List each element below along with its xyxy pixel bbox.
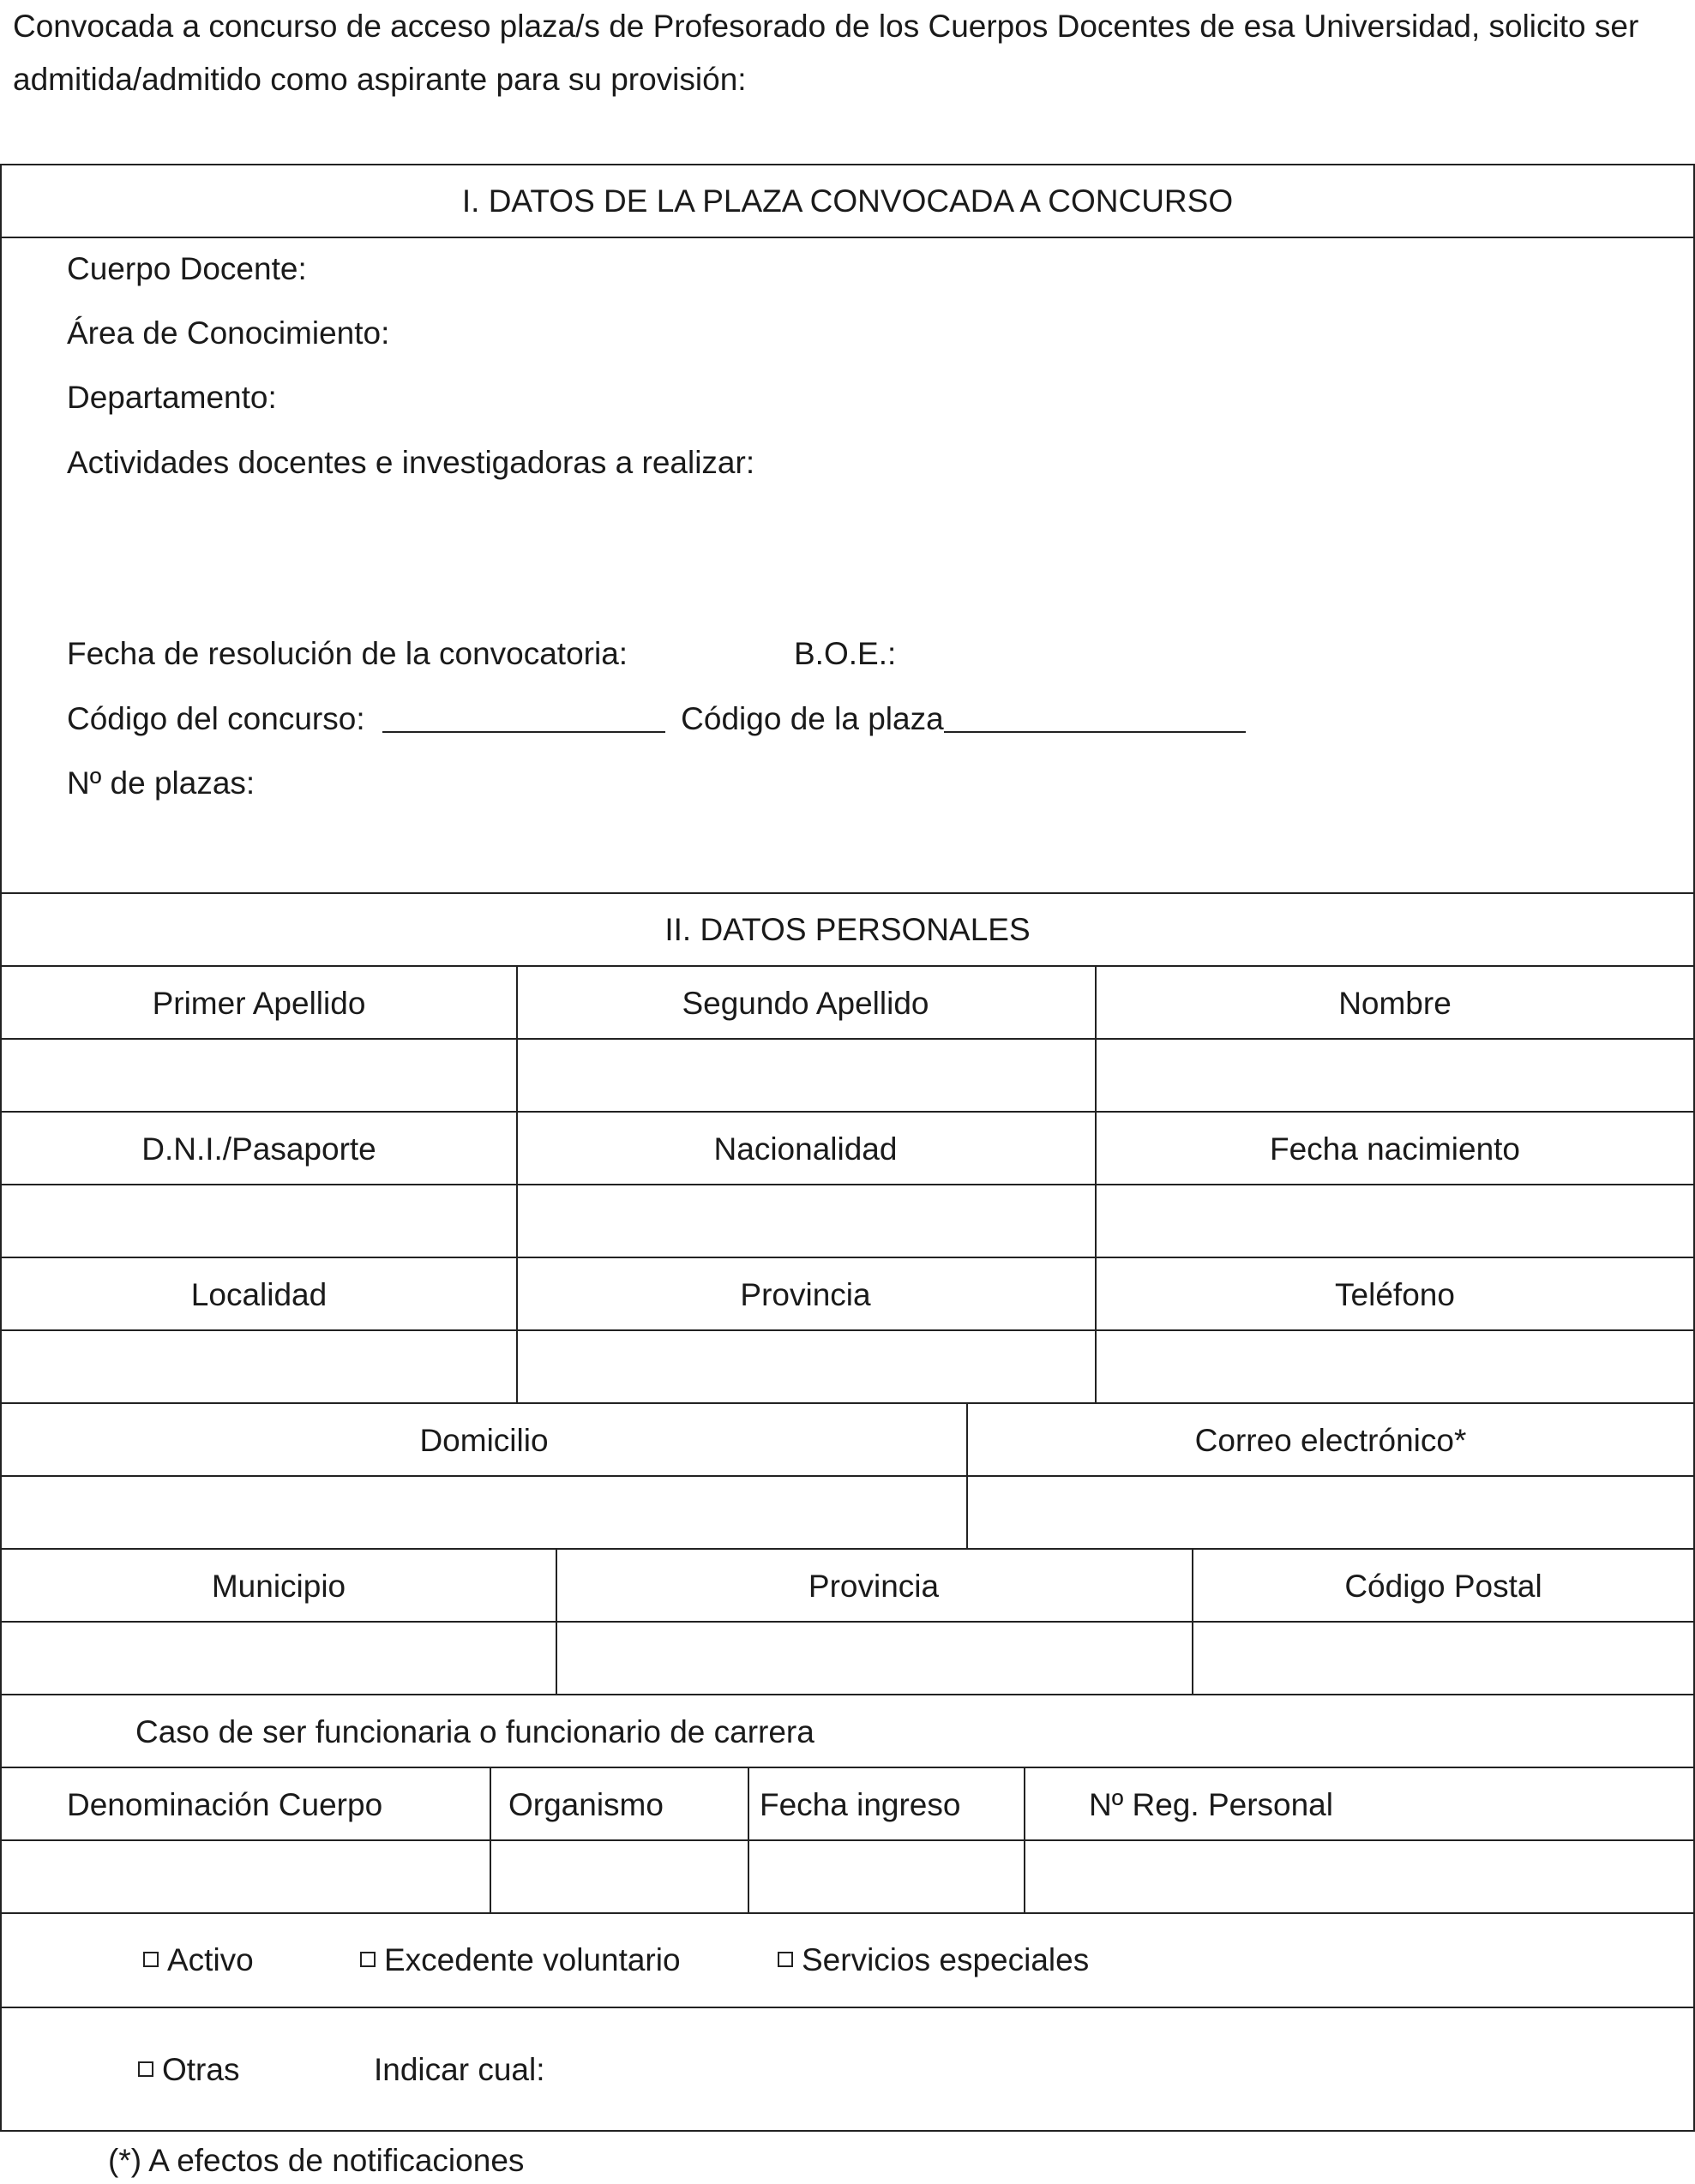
row-divider [2,1038,1693,1040]
checkbox-icon[interactable] [138,2061,153,2077]
section1-header [2,165,1693,238]
col-divider [748,1767,749,1912]
intro-paragraph [13,0,1685,106]
actividades-field[interactable]: Actividades docentes e investigadoras a realizar: [67,445,755,480]
checkbox-excedente[interactable] [360,1914,681,2007]
boe-field[interactable]: B.O.E.: [794,636,897,671]
col-divider [556,1548,557,1694]
intro-line-1: Convocada a concurso de acceso plaza/s de Profesorado de los Cuerpos Docentes de esa Universidad, solicito ser [13,9,1639,44]
num-plazas-field[interactable]: Nº de plazas: [67,765,255,801]
correo-label: Correo electrónico* [1194,1423,1467,1458]
col-divider [516,967,518,1402]
codigo-concurso-input[interactable] [382,705,665,733]
section2-title: II. DATOS PERSONALES [664,912,1031,947]
codigo-plaza-input[interactable] [944,705,1246,733]
checkbox-servicios[interactable] [778,1914,1089,2007]
application-form [0,164,1695,2132]
intro-line-2: admitida/admitido como aspirante para su provisión: [13,62,747,97]
checkbox-icon[interactable] [360,1952,376,1967]
area-conocimiento-field[interactable]: Área de Conocimiento: [67,315,390,351]
section1-title: I. DATOS DE LA PLAZA CONVOCADA A CONCURSO [461,183,1234,219]
indicar-cual-field[interactable]: Indicar cual: [374,2052,545,2087]
codigo-concurso-label: Código del concurso: [67,701,365,736]
col-divider [490,1767,491,1912]
reg-personal-label: Nº Reg. Personal [1089,1787,1333,1822]
checkbox-icon[interactable] [143,1952,159,1967]
organismo-label: Organismo [508,1787,664,1822]
row-divider [2,1475,1693,1477]
checkbox-label: Otras [162,2052,240,2087]
provincia2-label: Provincia [808,1569,940,1604]
codigo-row [67,701,1246,737]
row-divider [2,1329,1693,1331]
col-divider [966,1402,968,1548]
checkbox-label: Excedente voluntario [384,1942,681,1977]
provincia-label: Provincia [740,1277,871,1312]
funcionario-title: Caso de ser funcionaria o funcionario de carrera [135,1714,814,1749]
checkbox-otras[interactable] [138,2008,239,2132]
row-divider [2,1839,1693,1841]
nombre-label: Nombre [1338,986,1452,1021]
domicilio-label: Domicilio [419,1423,549,1458]
dni-label: D.N.I./Pasaporte [141,1131,376,1167]
fecha-nacimiento-label: Fecha nacimiento [1269,1131,1521,1167]
codigo-plaza-label: Código de la plaza [681,701,944,736]
col-divider [1024,1767,1025,1912]
denominacion-cuerpo-label: Denominación Cuerpo [67,1787,383,1822]
row-divider [2,1621,1693,1623]
footnote: (*) A efectos de notificaciones [108,2143,525,2178]
col-divider [1095,967,1097,1402]
fecha-resolucion-field[interactable]: Fecha de resolución de la convocatoria: [67,636,628,671]
checkbox-label: Activo [167,1942,254,1977]
fecha-ingreso-label: Fecha ingreso [760,1787,961,1822]
codigo-postal-label: Código Postal [1344,1569,1542,1604]
cuerpo-docente-field[interactable]: Cuerpo Docente: [67,251,307,286]
col-divider [1192,1548,1193,1694]
checkbox-label: Servicios especiales [802,1942,1090,1977]
municipio-label: Municipio [211,1569,346,1604]
localidad-label: Localidad [190,1277,328,1312]
checkbox-icon[interactable] [778,1952,793,1967]
telefono-label: Teléfono [1335,1277,1455,1312]
section2-header [2,894,1693,967]
row-divider [2,1184,1693,1185]
checkbox-activo[interactable] [143,1914,254,2007]
row-divider [2,2007,1693,2008]
segundo-apellido-label: Segundo Apellido [682,986,929,1021]
departamento-field[interactable]: Departamento: [67,380,277,415]
nacionalidad-label: Nacionalidad [713,1131,898,1167]
primer-apellido-label: Primer Apellido [152,986,366,1021]
